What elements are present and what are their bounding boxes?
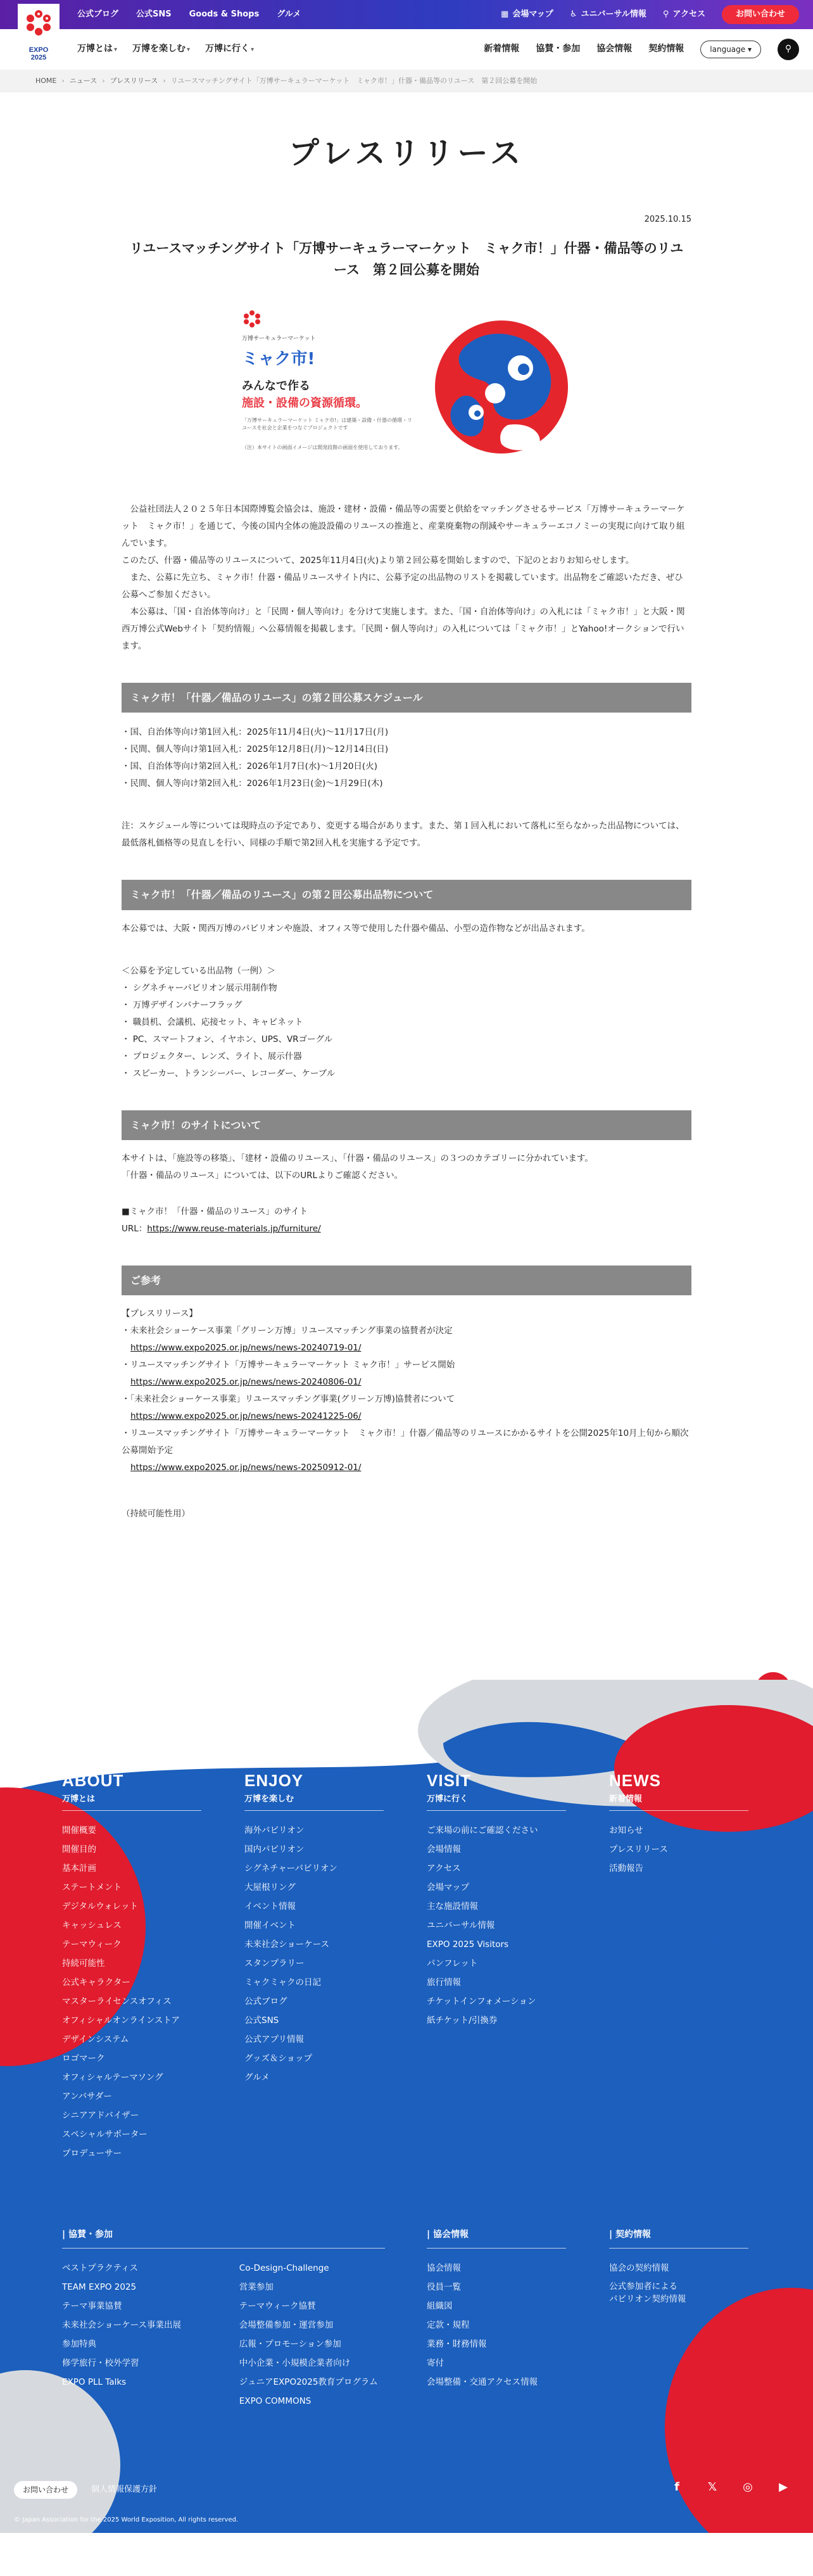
language-label: language (710, 44, 746, 54)
site-footer (0, 1680, 813, 2533)
footer-sponsor-section (62, 2228, 385, 2411)
footer-visit-sub: 万博に行く (427, 1792, 566, 1811)
schedule-list (122, 724, 691, 792)
footer-sponsor-list-2 (239, 2259, 385, 2411)
list-item: ・ スピーカー、トランシーバー、レコーダー、ケーブル (122, 1068, 336, 1079)
article-paragraph: また、公募に先立ち、ミャク市！什器・備品リユースサイト内に、公募予定の出品物のリストを掲載しています。出品物をご確認いただき、ぜひ公募へご参加ください。 (122, 573, 683, 600)
top-right-links (501, 0, 799, 29)
footer-link[interactable]: 国内パビリオン (244, 1844, 305, 1855)
article-body (122, 501, 691, 655)
footer-link[interactable]: 営業参加 (239, 2281, 274, 2292)
footer-link[interactable]: 開催目的 (62, 1844, 96, 1855)
reference-item: ・リユースマッチングサイト「万博サーキュラーマーケット ミャク市！」サービス開始 (122, 1360, 455, 1371)
breadcrumb-home[interactable]: HOME (35, 76, 57, 85)
breadcrumb-separator: › (163, 76, 166, 85)
footer-link[interactable]: 業務・財務情報 (427, 2338, 487, 2349)
footer-link[interactable]: EXPO PLL Talks (62, 2376, 127, 2387)
section-heading-site: ミャク市！のサイトについて (122, 1110, 691, 1140)
items-list-title: ＜公募を予定している出品物（一例）＞ (122, 965, 275, 976)
hero-text (242, 308, 413, 452)
footer-link[interactable]: 大屋根リング (244, 1882, 296, 1893)
footer-about-sub: 万博とは (62, 1792, 201, 1811)
nav-about[interactable] (77, 42, 117, 57)
site-url-link[interactable]: https://www.reuse-materials.jp/furniture/ (147, 1223, 321, 1234)
footer-link[interactable]: パンフレット (427, 1958, 478, 1969)
list-item: ・国、自治体等向け第2回入札：2026年1月7日(水)〜1月20日(火) (122, 761, 377, 772)
footer-link[interactable]: テーマウィーク (62, 1939, 122, 1950)
list-item: ・ 職員机、会議机、応接セット、キャビネット (122, 1017, 303, 1027)
reference-link[interactable]: https://www.expo2025.or.jp/news/news-20240719-01/ (130, 1343, 362, 1354)
footer-contract-heading: | 契約情報 (609, 2228, 748, 2249)
nav-visit-label: 万博に行く (205, 44, 250, 54)
footer-sponsor-list-1 (62, 2259, 214, 2411)
footer-link[interactable]: ジュニアEXPO2025教育プログラム (239, 2376, 378, 2387)
footer-contract-section (609, 2228, 748, 2306)
top-link-goods[interactable]: Goods & Shops (189, 9, 260, 19)
footer-link[interactable]: 会場整備・交通アクセス情報 (427, 2376, 538, 2387)
list-item: ・民間、個人等向け第1回入札：2025年12月8日(月)〜12月14日(日) (122, 744, 389, 755)
accessibility-icon: ♿ (569, 9, 577, 19)
footer-link[interactable]: スタンプラリー (244, 1958, 305, 1969)
breadcrumb-separator: › (102, 76, 105, 85)
footer-contact-button[interactable]: お問い合わせ (14, 2481, 77, 2499)
chevron-down-icon: ▾ (187, 46, 191, 54)
footer-link[interactable]: グッズ＆ショップ (244, 2053, 313, 2064)
footer-link[interactable]: テーマウィーク協賛 (239, 2300, 316, 2311)
hero-catch-line2: 施設・設備の資源循環。 (242, 396, 367, 410)
footer-contract-heading-text: 契約情報 (615, 2229, 651, 2240)
footer-link[interactable]: アクセス (427, 1863, 461, 1874)
section-heading-schedule: ミャク市！「什器／備品のリユース」の第２回公募スケジュール (122, 683, 691, 713)
hero-brand: ミャク市! (242, 350, 315, 369)
map-icon: ▦ (501, 9, 509, 19)
footer-link[interactable]: 公式アプリ情報 (244, 2034, 304, 2045)
footer-link[interactable]: お知らせ (609, 1825, 643, 1836)
privacy-policy-link[interactable]: 個人情報保護方針 (91, 2485, 158, 2495)
site-text-2: 「什器・備品のリユース」については、以下のURLよりご確認ください。 (122, 1170, 403, 1181)
social-links (667, 2478, 793, 2497)
reference-link[interactable]: https://www.expo2025.or.jp/news/news-20241225-06/ (130, 1411, 362, 1422)
myaku-myaku-emblem-icon (432, 317, 571, 457)
myaku-emblem (432, 317, 571, 462)
footer-column-news (609, 1772, 748, 1878)
expo-logo-icon (23, 8, 54, 38)
footer-link[interactable]: Co-Design-Challenge (239, 2262, 329, 2273)
footer-column-enjoy (244, 1772, 384, 2087)
footer-link[interactable]: TEAM EXPO 2025 (62, 2281, 137, 2292)
category-tag: （持続可能性用） (122, 1509, 190, 1520)
reference-item: ・未来社会ショーケース事業「グリーン万博」リユースマッチング事業の協賛者が決定 (122, 1326, 453, 1336)
footer-bottom-links (14, 2481, 157, 2499)
footer-enjoy-sub: 万博を楽しむ (244, 1792, 384, 1811)
footer-visit-list (427, 1821, 566, 2030)
site-text-1: 本サイトは、「施設等の移築」、「建材・設備のリユース」、「什器・備品のリユース」の３つのカテゴリーに分かれています。 (122, 1153, 593, 1164)
chevron-down-icon: ▾ (251, 46, 255, 54)
footer-sponsor-heading: | 協賛・参加 (62, 2228, 385, 2249)
footer-link[interactable]: 中小企業・小規模企業者向け (239, 2357, 351, 2368)
reference-list (122, 1305, 691, 1476)
footer-link[interactable]: シニアアドバイザー (62, 2110, 139, 2121)
facebook-icon[interactable]: f (674, 2480, 679, 2494)
footer-link[interactable]: チケットインフォメーション (427, 1996, 536, 2007)
footer-link[interactable]: EXPO COMMONS (239, 2395, 312, 2406)
breadcrumb-press[interactable]: プレスリリース (110, 76, 158, 85)
footer-link[interactable]: オフィシャルオンラインストア (62, 2015, 180, 2026)
footer-association-heading-text: 協会情報 (433, 2229, 469, 2240)
breadcrumb (0, 70, 813, 92)
site-url-line (122, 1221, 691, 1238)
footer-association-heading: | 協会情報 (427, 2228, 566, 2249)
expo-logo[interactable] (18, 4, 60, 66)
nav-news[interactable]: 新着情報 (484, 44, 520, 54)
footer-visit-title: VISIT (427, 1770, 472, 1790)
footer-link[interactable]: プレスリリース (609, 1844, 668, 1855)
breadcrumb-news[interactable]: ニュース (69, 76, 98, 85)
footer-link[interactable]: 公式SNS (244, 2015, 279, 2026)
footer-sponsor-heading-text: 協賛・参加 (68, 2229, 113, 2240)
footer-link[interactable]: シグネチャーパビリオン (244, 1863, 337, 1874)
footer-link[interactable]: デザインシステム (62, 2034, 129, 2045)
footer-link[interactable]: アンバサダー (62, 2091, 112, 2102)
url-prefix: URL： (122, 1223, 148, 1234)
hero-image (242, 305, 571, 469)
sub-nav (484, 29, 799, 70)
article-paragraph: 公益社団法人２０２５年日本国際博覧会協会は、施設・建材・設備・備品等の需要と供給をマッチングさせるサービス「万博サーキュラーマーケット ミャク市！」を通じて、今後の国内全体の施設設備のリユースの推進と、産業廃棄物の削減やサーキュラーエコノミーの実現に向けて取り組んでいます。 (122, 504, 685, 549)
items-intro: 本公募では、大阪・関西万博のパビリオンや施設、オフィス等で使用した什器や備品、小型の造作物などが出品されます。 (122, 923, 590, 934)
footer-link[interactable]: 持続可能性 (62, 1958, 105, 1969)
nav-contract[interactable]: 契約情報 (648, 44, 684, 54)
footer-link[interactable]: 海外パビリオン (244, 1825, 305, 1836)
footer-link[interactable]: ユニバーサル情報 (427, 1920, 495, 1931)
copyright: © Japan Association for the 2025 World Exposition, All rights reserved. (14, 2516, 239, 2523)
article-paragraph: このたび、什器・備品等のリユースについて、2025年11月4日(火)より第２回公募を開始しますので、下記のとおりお知らせします。 (122, 555, 634, 566)
logo-text: EXPO 2025 (28, 46, 49, 61)
hero-footnote: （注）本サイトの画面イメージは開発段階の画面を使用しております。 (242, 444, 403, 450)
footer-link[interactable]: ミャクミャクの日記 (244, 1977, 321, 1988)
footer-link[interactable]: 公式参加者による パビリオン契約情報 (609, 2281, 686, 2304)
footer-link[interactable]: マスターライセンスオフィス (62, 1996, 172, 2007)
items-list (122, 963, 691, 1082)
footer-link[interactable]: ベストプラクティス (62, 2262, 139, 2273)
article-title: リユースマッチングサイト「万博サーキュラーマーケット ミャク市！」什器・備品等のリユース 第２回公募を開始 (129, 241, 684, 277)
breadcrumb-current: リユースマッチングサイト「万博サーキュラーマーケット ミャク市！」什器・備品等のリユース 第２回公募を開始 (170, 76, 538, 85)
hero-catch (242, 378, 413, 412)
search-button[interactable] (778, 39, 799, 60)
nav-visit[interactable] (205, 42, 254, 57)
contact-button[interactable]: お問い合わせ (722, 5, 799, 24)
nav-about-label: 万博とは (77, 44, 113, 54)
footer-link[interactable]: 公式キャラクター (62, 1977, 130, 1988)
footer-association-section (427, 2228, 566, 2392)
footer-link[interactable]: 開催概要 (62, 1825, 96, 1836)
footer-link[interactable]: 基本計画 (62, 1863, 96, 1874)
top-link-gourmet[interactable]: グルメ (277, 9, 301, 19)
footer-link[interactable]: 組織図 (427, 2300, 453, 2311)
footer-news-sub: 新着情報 (609, 1792, 748, 1811)
expo-logo-icon (242, 308, 262, 329)
footer-link[interactable]: 協会情報 (427, 2262, 461, 2273)
footer-link[interactable]: オフィシャルテーマソング (62, 2072, 163, 2083)
footer-link[interactable]: 定款・規程 (427, 2319, 470, 2330)
reference-item: ・「未来社会ショーケース事業」リユースマッチング事業(グリーン万博)協賛者について (122, 1394, 455, 1405)
footer-about-title: ABOUT (62, 1770, 124, 1790)
footer-about-list (62, 1821, 201, 2163)
list-item: ・ 万博デザインバナーフラッグ (122, 999, 243, 1010)
footer-link[interactable]: 広報・プロモーション参加 (239, 2338, 341, 2349)
footer-link[interactable]: 主な施設情報 (427, 1901, 478, 1912)
footer-column-about (62, 1772, 201, 2163)
page-title: プレスリリース (288, 136, 525, 171)
footer-enjoy-title: ENJOY (244, 1770, 304, 1790)
footer-link[interactable]: 寄付 (427, 2357, 444, 2368)
article-date: 2025.10.15 (644, 215, 691, 224)
footer-link[interactable]: 紙チケット/引換券 (427, 2015, 498, 2026)
footer-link[interactable]: 会場マップ (427, 1882, 469, 1893)
hero-catch-line1: みんなで作る (242, 379, 310, 393)
main-content (122, 128, 691, 1680)
footer-link[interactable]: 参加特典 (62, 2338, 96, 2349)
access-link[interactable] (663, 8, 705, 22)
footer-link[interactable]: イベント情報 (244, 1901, 296, 1912)
footer-link[interactable]: テーマ事業協賛 (62, 2300, 122, 2311)
youtube-icon[interactable]: ▶ (779, 2480, 788, 2494)
footer-link[interactable]: スペシャルサポーター (62, 2129, 148, 2140)
footer-link[interactable]: ステートメント (62, 1882, 122, 1893)
top-link-sns[interactable]: 公式SNS (136, 9, 172, 19)
footer-column-visit (427, 1772, 566, 2030)
footer-link[interactable]: キャッシュレス (62, 1920, 122, 1931)
search-icon: ⚲ (785, 44, 792, 54)
list-item: ・ シグネチャーパビリオン展示用制作物 (122, 982, 277, 993)
footer-link[interactable]: ご来場の前にご確認ください (427, 1825, 538, 1836)
footer-link[interactable]: 未来社会ショーケース事業出展 (62, 2319, 182, 2330)
article-paragraph: 本公募は、「国・自治体等向け」と「民間・個人等向け」を分けて実施します。また、「国・自治体等向け」の入札には「ミャク市！」と大阪・関西万博公式Webサイト「契約情報」へ公募情報を掲載します。「民間・個人等向け」の入札については「ミャク市！」とYahoo!オークションで行います。 (122, 607, 685, 652)
reference-list-title: 【プレスリリース】 (122, 1309, 198, 1319)
footer-link[interactable]: 未来社会ショーケース (244, 1939, 330, 1950)
site-label: ■ミャク市！「什器・備品のリユース」のサイト (122, 1206, 308, 1217)
footer-link[interactable]: EXPO 2025 Visitors (427, 1939, 509, 1950)
footer-news-list (609, 1821, 748, 1878)
universal-link[interactable] (570, 8, 646, 22)
footer-link[interactable]: デジタルウォレット (62, 1901, 139, 1912)
footer-contract-list (609, 2259, 748, 2306)
x-icon[interactable]: 𝕏 (707, 2480, 717, 2494)
list-item: ・民間、個人等向け第2回入札：2026年1月23日(金)〜1月29日(木) (122, 778, 383, 789)
top-link-blog[interactable]: 公式ブログ (77, 9, 119, 19)
footer-link[interactable]: グルメ (244, 2072, 270, 2083)
section-heading-items: ミャク市！「什器／備品のリユース」の第２回公募出品物について (122, 880, 691, 910)
site-link-block (122, 1203, 691, 1238)
site-header (0, 0, 813, 70)
hero-small-label: 万博サーキュラーマーケット (242, 336, 316, 343)
section-heading-reference: ご参考 (122, 1266, 691, 1295)
location-pin-icon: ⚲ (662, 9, 669, 19)
map-link[interactable] (501, 8, 553, 22)
footer-link[interactable]: 活動報告 (609, 1863, 643, 1874)
footer-association-list (427, 2259, 566, 2392)
footer-link[interactable]: 役員一覧 (427, 2281, 461, 2292)
nav-enjoy[interactable] (132, 42, 190, 57)
reference-link[interactable]: https://www.expo2025.or.jp/news/news-20240806-01/ (130, 1377, 362, 1388)
list-item: ・ プロジェクター、レンズ、ライト、展示什器 (122, 1051, 302, 1062)
footer-link[interactable]: 会場情報 (427, 1844, 461, 1855)
footer-link[interactable]: 協会の契約情報 (609, 2262, 669, 2273)
site-description (122, 1150, 691, 1184)
footer-enjoy-list (244, 1821, 384, 2087)
map-link-label: 会場マップ (512, 9, 553, 19)
footer-link[interactable]: 旅行情報 (427, 1977, 461, 1988)
footer-link[interactable]: ロゴマーク (62, 2053, 105, 2064)
nav-association[interactable]: 協会情報 (596, 44, 633, 54)
list-item: ・国、自治体等向け第1回入札：2025年11月4日(火)〜11月17日(月) (122, 727, 389, 738)
footer-link[interactable]: 会場整備参加・運営参加 (239, 2319, 334, 2330)
top-links (77, 0, 301, 29)
footer-link[interactable]: プロデューサー (62, 2148, 122, 2159)
footer-link[interactable]: 開催イベント (244, 1920, 296, 1931)
access-link-label: アクセス (672, 9, 705, 19)
reference-item: ・リユースマッチングサイト「万博サーキュラーマーケット ミャク市！」什器／備品等のリユースにかかるサイトを公開2025年10月上旬から順次公募開始予定 (122, 1428, 689, 1456)
reference-link[interactable]: https://www.expo2025.or.jp/news/news-20250912-01/ (130, 1462, 362, 1473)
breadcrumb-separator: › (61, 76, 65, 85)
schedule-note: 注：スケジュール等については現時点の予定であり、変更する場合があります。また、第１回入札において落札に至らなかった出品物については、最低落札価格等の見直しを行い、同様の手順で第2回入札を実施する予定です。 (122, 821, 684, 849)
instagram-icon[interactable]: ◎ (743, 2480, 753, 2494)
footer-link[interactable]: 公式ブログ (244, 1996, 287, 2007)
list-item: ・ PC、スマートフォン、イヤホン、UPS、VRゴーグル (122, 1034, 333, 1044)
universal-link-label: ユニバーサル情報 (581, 9, 646, 19)
chevron-down-icon: ▾ (114, 46, 118, 54)
main-nav (77, 29, 254, 70)
language-button[interactable]: language ▾ (700, 41, 761, 58)
footer-link[interactable]: 修学旅行・校外学習 (62, 2357, 139, 2368)
nav-enjoy-label: 万博を楽しむ (132, 44, 186, 54)
nav-sponsor[interactable]: 協賛・参加 (536, 44, 581, 54)
hero-note: 「万博サーキュラーマーケット ミャク市!」は建築・設備・什器の循環・リユースを社会と企業をつなぐプロジェクトです (242, 417, 413, 431)
footer-news-title: NEWS (609, 1770, 661, 1790)
